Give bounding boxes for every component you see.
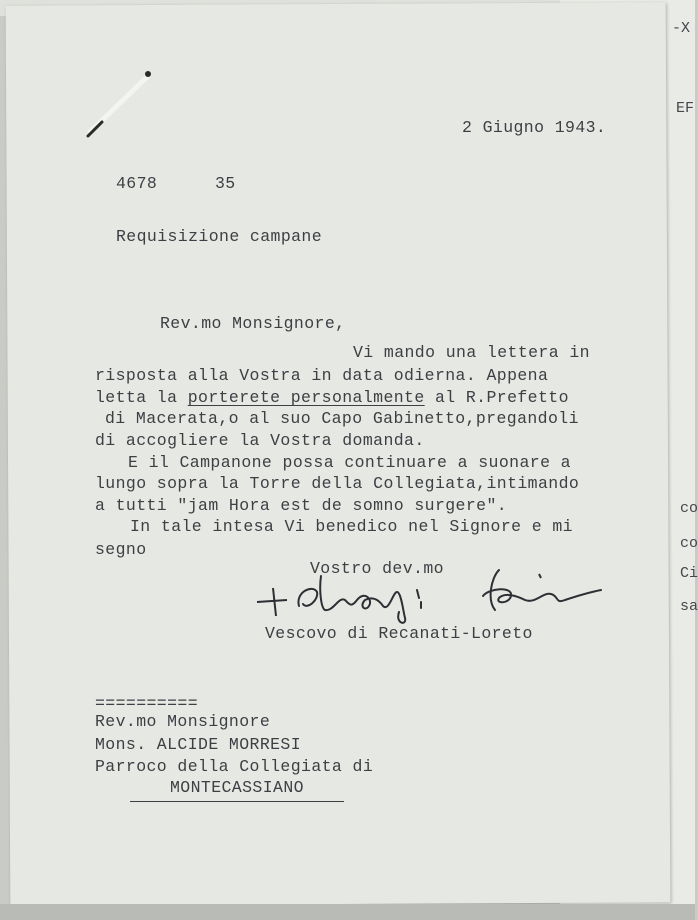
closing: Vostro dev.mo xyxy=(310,559,444,578)
body-line: In tale intesa Vi benedico nel Signore e mi xyxy=(130,517,573,536)
body-line: E il Campanone possa continuare a suonare a xyxy=(128,453,571,472)
body-line: letta la porterete personalmente al R.Prefetto xyxy=(95,388,569,407)
edge-fragment: co xyxy=(680,535,698,552)
bottom-edge xyxy=(0,904,695,920)
recipient-line: Mons. ALCIDE MORRESI xyxy=(95,735,302,754)
body-line: lungo sopra la Torre della Collegiata,intimando xyxy=(95,474,580,493)
protocol-number: 4678 xyxy=(116,174,158,193)
edge-fragment: -X xyxy=(672,20,691,37)
body-line: a tutti "jam Hora est de somno surgere". xyxy=(95,496,508,515)
edge-fragment: EF xyxy=(676,100,695,117)
body-line: di Macerata,o al suo Capo Gabinetto,pregandoli xyxy=(105,409,579,428)
letter-subject: Requisizione campane xyxy=(116,227,323,246)
salutation: Rev.mo Monsignore, xyxy=(160,314,346,333)
handwritten-signature xyxy=(255,570,605,620)
recipient-town: MONTECASSIANO xyxy=(130,780,344,802)
body-line: segno xyxy=(95,540,147,559)
body-line: risposta alla Vostra in data odierna. Appena xyxy=(95,366,549,385)
underlined-phrase: porterete personalmente xyxy=(187,388,425,407)
edge-fragment: co xyxy=(680,500,698,517)
separator-line: ========== xyxy=(95,694,199,713)
letter-date: 2 Giugno 1943. xyxy=(462,118,607,137)
protocol-sub-number: 35 xyxy=(215,174,236,193)
edge-fragment: sa xyxy=(680,598,698,615)
signature-title: Vescovo di Recanati-Loreto xyxy=(265,624,533,643)
body-line: di accogliere la Vostra domanda. xyxy=(95,431,425,450)
edge-fragment: Ci xyxy=(680,565,698,582)
recipient-line: Parroco della Collegiata di xyxy=(95,757,374,776)
recipient-line: Rev.mo Monsignore xyxy=(95,712,271,731)
staple-mark xyxy=(86,70,156,140)
body-line: Vi mando una lettera in xyxy=(353,343,590,362)
